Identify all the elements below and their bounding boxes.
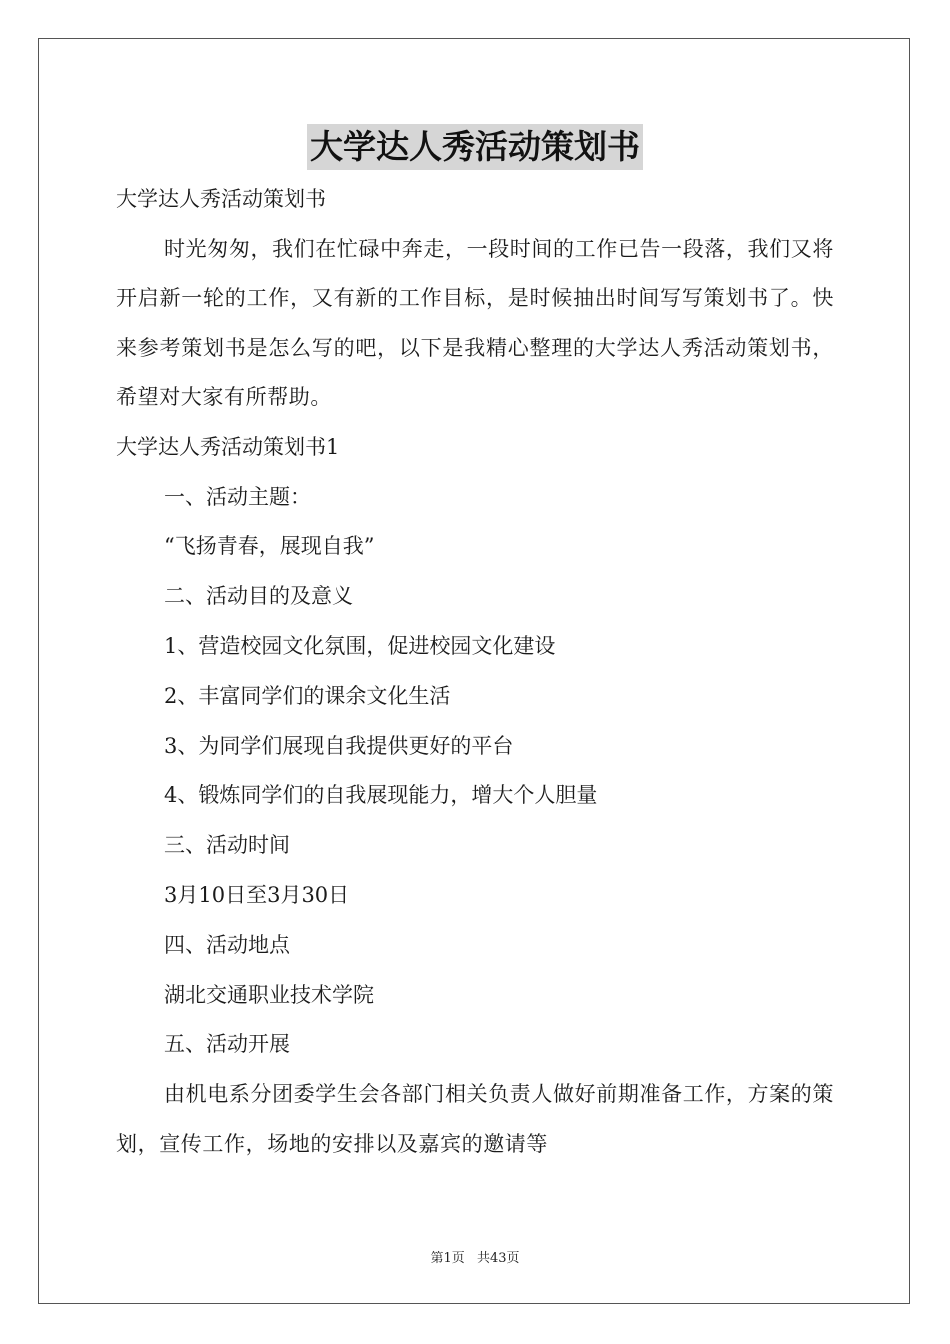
closing-paragraph: 由机电系分团委学生会各部门相关负责人做好前期准备工作，方案的策划，宣传工作，场地的安排以及嘉宾的邀请等 (116, 1082, 834, 1156)
list-item: 3月10日至3月30日 (164, 882, 350, 907)
document-body (116, 175, 834, 1169)
title-wrap (0, 124, 950, 170)
list-item: 4、锻炼同学们的自我展现能力，增大个人胆量 (164, 783, 598, 808)
list-item: 四、活动地点 (164, 932, 290, 957)
list-item: 二、活动目的及意义 (164, 584, 353, 609)
list-item: 3、为同学们展现自我提供更好的平台 (164, 733, 514, 758)
page-footer (0, 1247, 950, 1266)
page-total: 共43页 (476, 1251, 520, 1266)
page-number: 第1页 (430, 1251, 465, 1266)
list-item: 五、活动开展 (164, 1032, 290, 1057)
document-title: 大学达人秀活动策划书 (307, 124, 643, 170)
list-item: 1、营造校园文化氛围，促进校园文化建设 (164, 633, 556, 658)
list-item: 三、活动时间 (164, 833, 290, 858)
list-item: 2、丰富同学们的课余文化生活 (164, 683, 451, 708)
list-item: 一、活动主题： (164, 484, 311, 509)
list-item: 湖北交通职业技术学院 (164, 982, 374, 1007)
list-item: “飞扬青春，展现自我” (164, 534, 375, 559)
section-heading: 大学达人秀活动策划书1 (116, 434, 340, 459)
subtitle: 大学达人秀活动策划书 (116, 187, 326, 211)
intro-paragraph: 时光匆匆，我们在忙碌中奔走，一段时间的工作已告一段落，我们又将开启新一轮的工作，又有新的工作目标，是时候抽出时间写写策划书了。快来参考策划书是怎么写的吧，以下是我精心整理的大学达人秀活动策划书，希望对大家有所帮助。 (116, 236, 834, 410)
